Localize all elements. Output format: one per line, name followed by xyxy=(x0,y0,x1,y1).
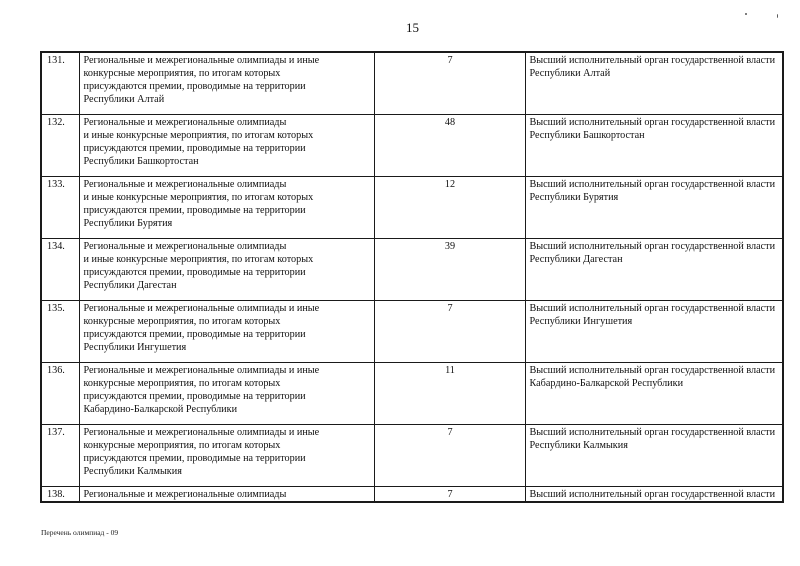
row-number: 131. xyxy=(41,52,79,114)
olympiad-count: 11 xyxy=(374,362,525,424)
text-line: Высший исполнительный орган государственной власти xyxy=(529,55,776,66)
text-line: присуждаются премии, проводимые на территории xyxy=(83,328,306,340)
text-line: присуждаются премии, проводимые на территории xyxy=(83,204,306,216)
organizer-cell xyxy=(525,238,783,300)
text-line: конкурсные мероприятия, по итогам которых xyxy=(83,315,281,327)
scan-speck xyxy=(745,13,747,15)
row-number: 136. xyxy=(41,362,79,424)
text-line: конкурсные мероприятия, по итогам которых xyxy=(83,377,281,389)
page-number: 15 xyxy=(406,20,419,35)
row-number: 138. xyxy=(41,486,79,502)
text-line: и иные конкурсные мероприятия, по итогам которых xyxy=(83,191,314,203)
footer-note: Перечень олимпиад - 09 xyxy=(41,528,119,537)
text-line: Региональные и межрегиональные олимпиады и иные xyxy=(83,302,320,314)
organizer-cell xyxy=(525,300,783,362)
organizer-cell xyxy=(525,424,783,486)
row-number: 133. xyxy=(41,176,79,238)
text-line: Республики Алтай xyxy=(529,68,611,80)
text-line: Республики Дагестан xyxy=(529,253,623,265)
organizer-cell xyxy=(525,176,783,238)
table-row xyxy=(41,362,783,424)
olympiad-count: 12 xyxy=(374,176,525,238)
table-row xyxy=(41,52,783,114)
text-line: Высший исполнительный орган государственной власти xyxy=(529,240,776,252)
olympiad-name-cell xyxy=(79,238,374,300)
olympiad-name-cell xyxy=(79,114,374,176)
text-line: Республики Бурятия xyxy=(529,191,619,203)
scan-speck xyxy=(777,14,778,18)
row-number: 132. xyxy=(41,114,79,176)
row-number: 137. xyxy=(41,424,79,486)
organizer-cell xyxy=(525,52,783,114)
text-line: Региональные и межрегиональные олимпиады и иные xyxy=(83,364,320,376)
olympiad-name-cell xyxy=(79,52,374,114)
text-line: Республики Алтай xyxy=(83,94,165,106)
text-line: Высший исполнительный орган государственной власти xyxy=(529,426,776,438)
text-line: Республики Ингушетия xyxy=(529,315,633,327)
olympiad-name-cell xyxy=(79,362,374,424)
text-line: Высший исполнительный орган государственной власти xyxy=(529,178,776,190)
organizer-cell xyxy=(525,114,783,176)
text-line: Высший исполнительный орган государственной власти xyxy=(529,488,776,500)
organizer-cell xyxy=(525,486,783,502)
text-line: Региональные и межрегиональные олимпиады xyxy=(83,116,287,128)
table-row xyxy=(41,300,783,362)
olympiad-name-cell xyxy=(79,300,374,362)
text-line: Высший исполнительный орган государственной власти xyxy=(529,302,776,314)
text-line: и иные конкурсные мероприятия, по итогам которых xyxy=(83,253,314,265)
text-line: Региональные и межрегиональные олимпиады xyxy=(83,240,287,252)
olympiad-table xyxy=(40,51,784,503)
text-line: присуждаются премии, проводимые на территории xyxy=(83,81,306,93)
text-line: Региональные и межрегиональные олимпиады и иные xyxy=(83,55,320,66)
olympiad-count: 7 xyxy=(374,300,525,362)
row-number: 135. xyxy=(41,300,79,362)
text-line: Республики Башкортостан xyxy=(83,155,199,167)
table-row xyxy=(41,114,783,176)
text-line: конкурсные мероприятия, по итогам которых xyxy=(83,439,281,451)
text-line: Региональные и межрегиональные олимпиады xyxy=(83,178,287,190)
text-line: Кабардино-Балкарской Республики xyxy=(529,377,684,389)
text-line: Республики Калмыкия xyxy=(529,439,628,451)
olympiad-count: 39 xyxy=(374,238,525,300)
text-line: Кабардино-Балкарской Республики xyxy=(83,403,238,415)
text-line: присуждаются премии, проводимые на территории xyxy=(83,266,306,278)
text-line: Региональные и межрегиональные олимпиады xyxy=(83,488,287,500)
text-line: Республики Ингушетия xyxy=(83,341,187,353)
table-row xyxy=(41,424,783,486)
text-line: присуждаются премии, проводимые на территории xyxy=(83,142,306,154)
olympiad-name-cell xyxy=(79,424,374,486)
olympiad-count: 7 xyxy=(374,486,525,502)
row-number: 134. xyxy=(41,238,79,300)
text-line: Высший исполнительный орган государственной власти xyxy=(529,116,776,128)
text-line: Республики Калмыкия xyxy=(83,465,182,477)
text-line: присуждаются премии, проводимые на территории xyxy=(83,390,306,402)
olympiad-name-cell xyxy=(79,176,374,238)
text-line: Региональные и межрегиональные олимпиады и иные xyxy=(83,426,320,438)
olympiad-count: 7 xyxy=(374,424,525,486)
olympiad-name-cell xyxy=(79,486,374,502)
table-row xyxy=(41,486,783,502)
text-line: Республики Бурятия xyxy=(83,217,173,229)
organizer-cell xyxy=(525,362,783,424)
olympiad-count: 7 xyxy=(374,52,525,114)
table-row xyxy=(41,238,783,300)
text-line: присуждаются премии, проводимые на территории xyxy=(83,452,306,464)
text-line: конкурсные мероприятия, по итогам которых xyxy=(83,68,281,80)
text-line: Республики Башкортостан xyxy=(529,129,645,141)
olympiad-count: 48 xyxy=(374,114,525,176)
text-line: Высший исполнительный орган государственной власти xyxy=(529,364,776,376)
text-line: и иные конкурсные мероприятия, по итогам которых xyxy=(83,129,314,141)
table-row xyxy=(41,176,783,238)
text-line: Республики Дагестан xyxy=(83,279,177,291)
